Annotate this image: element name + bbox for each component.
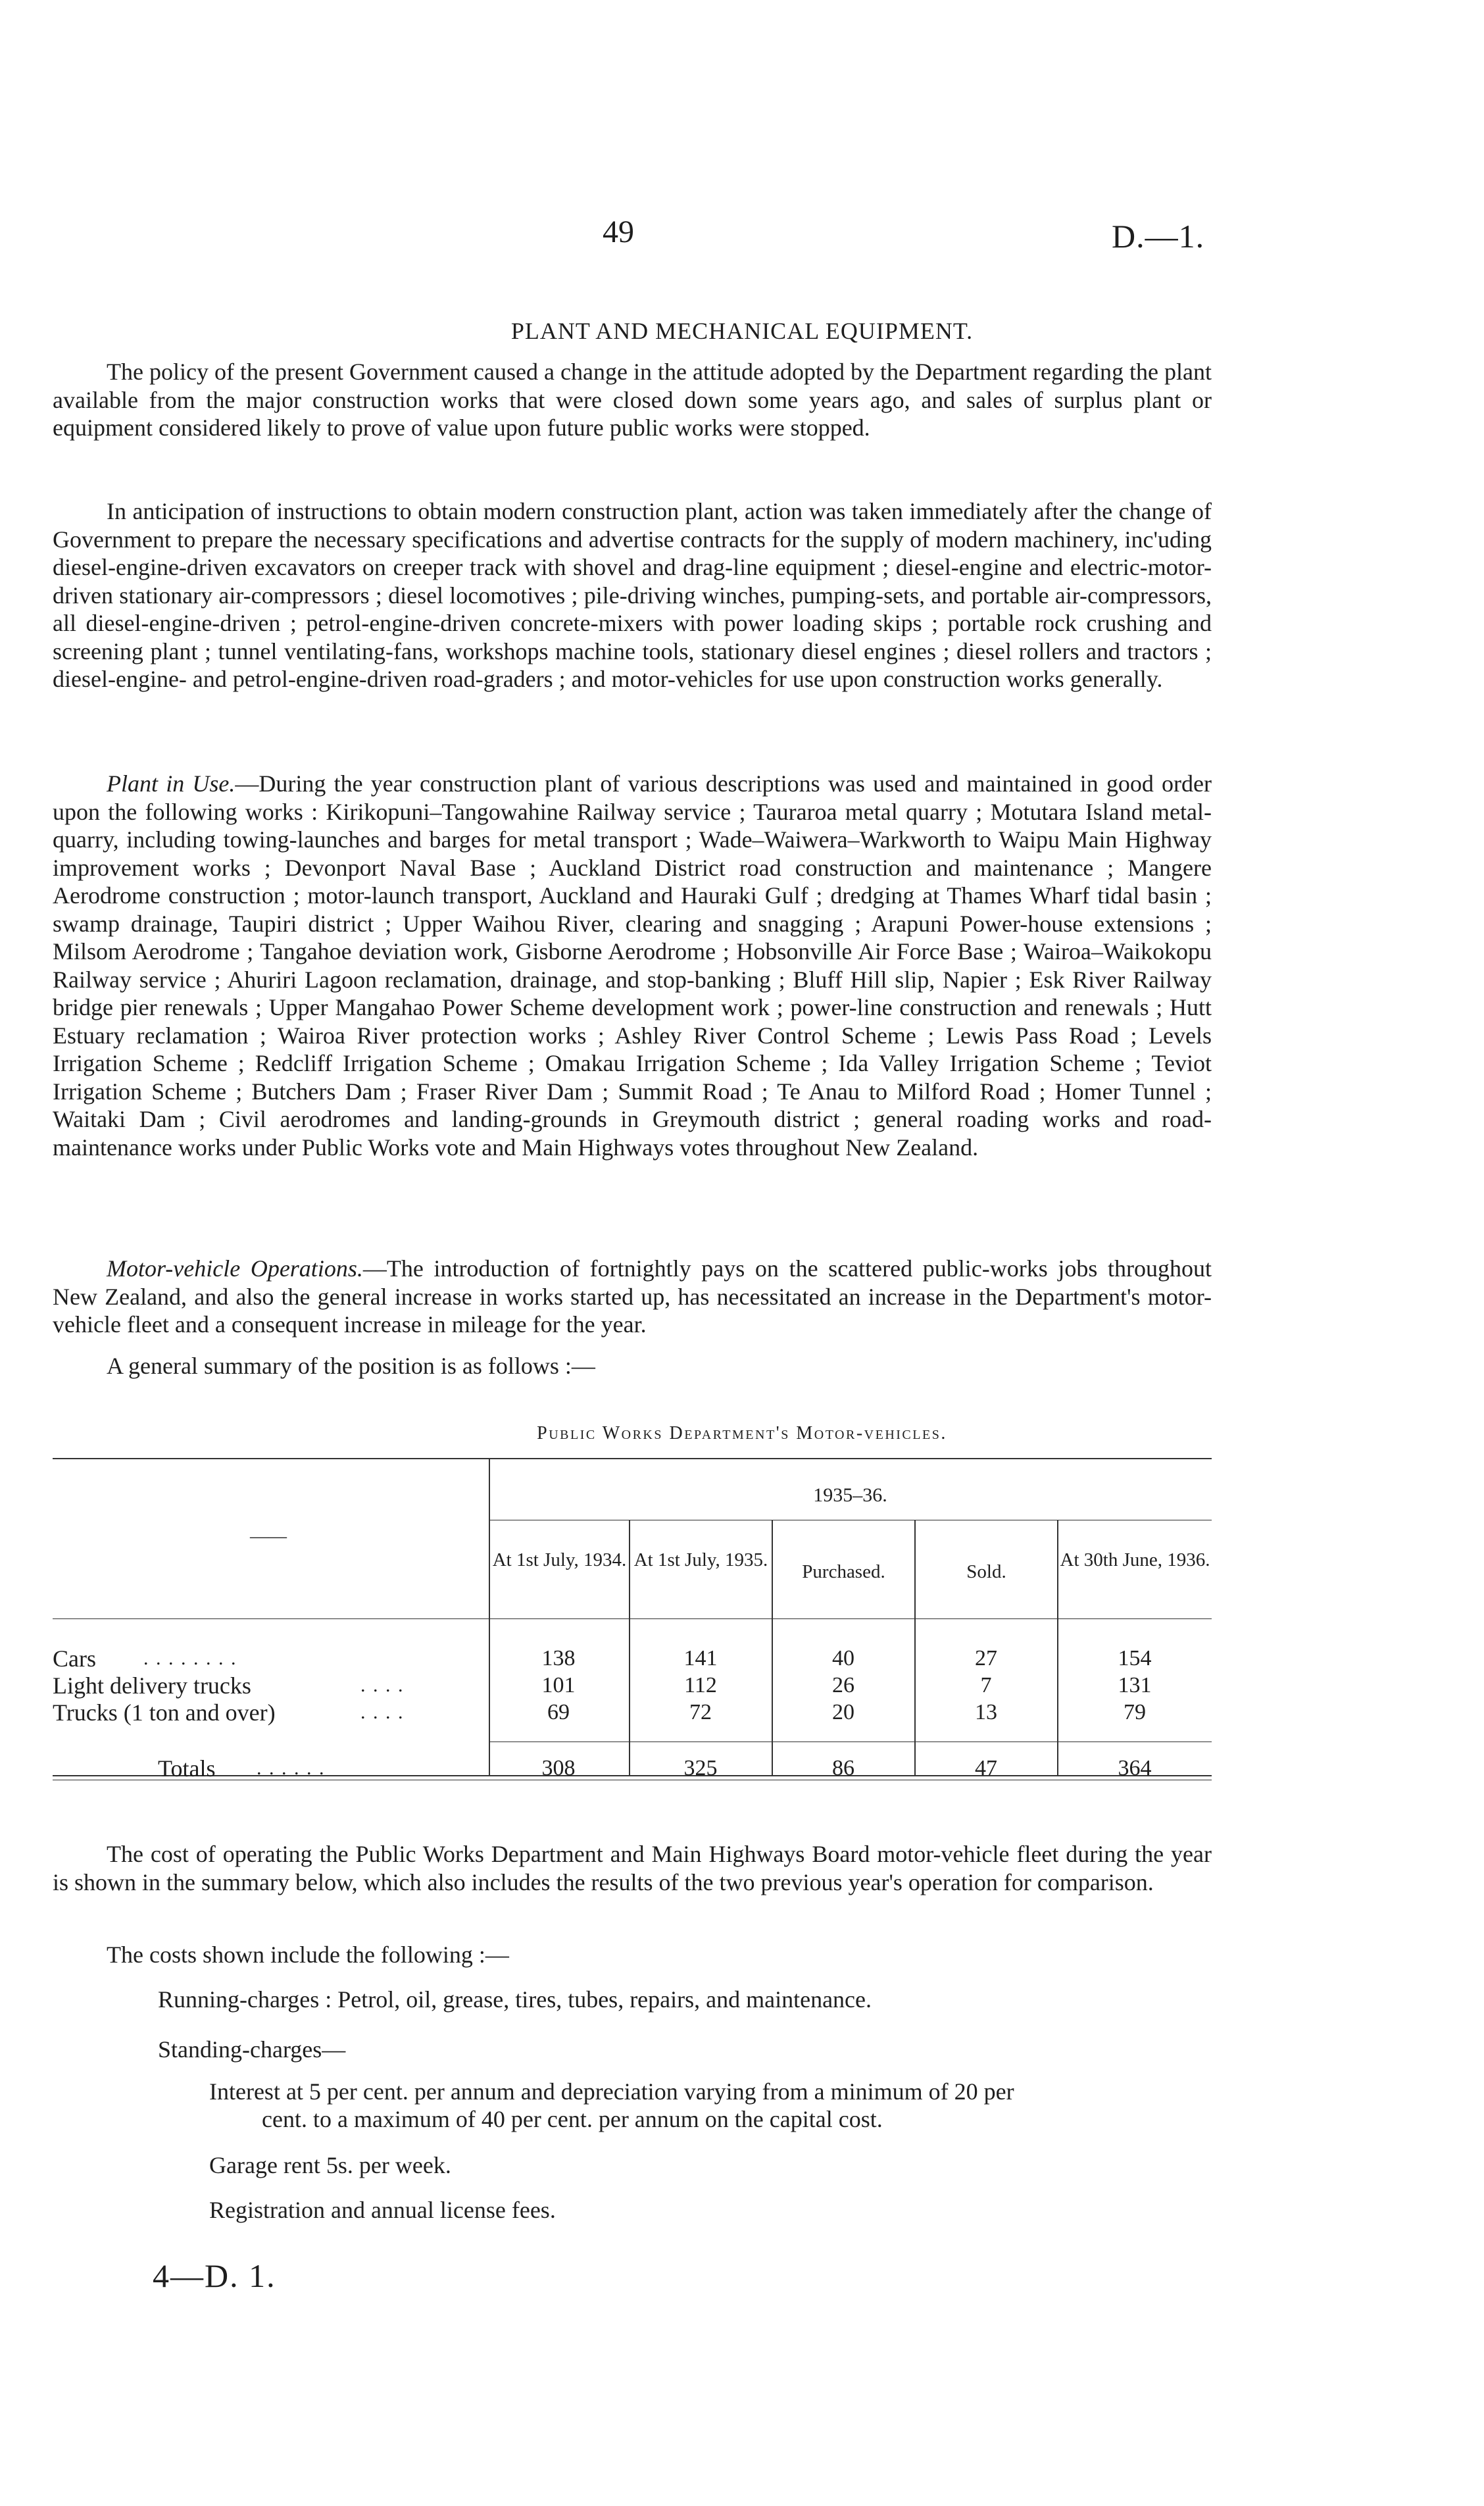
cell-totals-1936: 364	[1118, 1756, 1152, 1780]
row-label-trucks: Trucks (1 ton and over)	[53, 1699, 276, 1726]
cell-light-purchased: 26	[832, 1673, 854, 1697]
row-leader-trucks: . . . .	[360, 1701, 405, 1723]
standing-charges: Standing-charges—	[158, 2036, 346, 2063]
cell-trucks-sold: 13	[975, 1700, 997, 1724]
table-caption-text: Public Works Department's Motor-vehicles.	[537, 1423, 947, 1443]
column-header-1934: At 1st July, 1934.	[492, 1549, 627, 1570]
section-title: PLANT AND MECHANICAL EQUIPMENT.	[510, 318, 974, 344]
column-header-purchased: Purchased.	[802, 1561, 885, 1582]
row-label-totals: Totals	[158, 1755, 216, 1782]
paragraph-plant-in-use	[53, 770, 1212, 1161]
paragraph-anticipation-text: In anticipation of instructions to obtain modern construction plant, action was taken immediately after the change of Government to prepare the necessary specifications and advertise contracts for the supply of modern machinery, inc'uding diesel-engine-driven excavators on creeper track with shovel and drag-line equipment ; diesel-engine and electric-motor-driven stationary air-compressors ; diesel locomotives ; pile-driving winches, pumping-sets, and portable air-compressors, all diesel-engine-driven ; petrol-engine-driven concrete-mixers with power loading skips ; portable rock crushing and screening plant ; tunnel ventilating-fans, workshops machine tools, stationary diesel engines ; diesel rollers and tractors ; diesel-engine- and petrol-engine-driven road-graders ; and motor-vehicles for use upon construction works generally.	[53, 498, 1212, 692]
cell-light-sold: 7	[980, 1673, 992, 1697]
table-caption	[0, 1423, 1484, 1444]
column-header-sold: Sold.	[966, 1561, 1006, 1582]
cell-trucks-1936: 79	[1124, 1700, 1146, 1724]
column-header-1936: At 30th June, 1936.	[1060, 1549, 1210, 1570]
cell-cars-1936: 154	[1118, 1646, 1152, 1670]
summary-intro: A general summary of the position is as follows :—	[107, 1353, 595, 1379]
cell-trucks-1935: 72	[689, 1700, 712, 1724]
paragraph-operating-cost-text: The cost of operating the Public Works Department and Main Highways Board motor-vehicle fleet during the year is shown in the summary below, which also includes the results of the two previous year's operation for comparison.	[53, 1841, 1212, 1895]
cell-totals-sold: 47	[975, 1756, 997, 1780]
cell-cars-sold: 27	[975, 1646, 997, 1670]
cell-cars-1935: 141	[683, 1646, 718, 1670]
interest-line-1: Interest at 5 per cent. per annum and depreciation varying from a minimum of 20 per	[209, 2078, 1014, 2105]
paragraph-plant-in-use-text: —During the year construction plant of various descriptions was used and maintained in good order upon the following works : Kirikopuni–Tangowahine Railway service ; Tauraroa metal quarry ; Motutara Island metal-quarry, including towing-launches and barges for metal transport ; Wade–Waiwera–Warkworth to Waipu Main Highway improvement works ; Devonport Naval Base ; Auckland District road construction and maintenance ; Mangere Aerodrome construction ; motor-launch transport, Auckland and Hauraki Gulf ; dredging at Thames Wharf tidal basin ; swamp drainage, Taupiri district ; Upper Waihou River, clearing and snagging ; Arapuni Power-house extensions ; Milsom Aerodrome ; Tangahoe deviation work, Gisborne Aerodrome ; Hobsonville Air Force Base ; Wairoa–Waikokopu Railway service ; Ahuriri Lagoon reclamation, drainage, and stop-banking ; Bluff Hill slip, Napier ; Esk River Railway bridge pier renewals ; Upper Mangahao Power Scheme development work ; power-line construction and renewals ; Hutt Estuary reclamation ; Wairoa River protection works ; Ashley River Control Scheme ; Lewis Pass Road ; Levels Irrigation Scheme ; Redcliff Irrigation Scheme ; Omakau Irrigation Scheme ; Ida Valley Irrigation Scheme ; Teviot Irrigation Scheme ; Butchers Dam ; Fraser River Dam ; Summit Road ; Te Anau to Milford Road ; Homer Tunnel ; Waitaki Dam ; Civil aerodromes and landing-grounds in Greymouth district ; general roading works and road-maintenance works under Public Works vote and Main Highways votes throughout New Zealand.	[53, 770, 1212, 1161]
paragraph-policy-text: The policy of the present Government caused a change in the attitude adopted by the Department regarding the plant available from the major construction works that were closed down some years ago, and sales of surplus plant or equipment considered likely to prove of value upon future public works were stopped.	[53, 359, 1212, 441]
header-bottom-rule	[53, 1618, 1212, 1619]
row-label-cars: Cars	[53, 1645, 96, 1672]
interest-line-2: cent. to a maximum of 40 per cent. per annum on the capital cost.	[262, 2106, 883, 2132]
cell-trucks-purchased: 20	[832, 1700, 854, 1724]
cell-light-1935: 112	[684, 1673, 717, 1697]
row-leader-cars: . . . . . . . .	[143, 1647, 237, 1669]
motor-vehicle-operations-heading: Motor-vehicle Operations.	[107, 1255, 363, 1282]
cell-totals-1935: 325	[683, 1756, 718, 1780]
document-reference: D.—1.	[1112, 218, 1205, 255]
cell-trucks-1934: 69	[547, 1700, 570, 1724]
paragraph-anticipation	[53, 497, 1212, 693]
column-divider-4	[914, 1520, 916, 1775]
row-leader-light-delivery-trucks: . . . .	[360, 1674, 405, 1696]
cell-totals-1934: 308	[541, 1756, 576, 1780]
running-charges: Running-charges : Petrol, oil, grease, tires, tubes, repairs, and maintenance.	[158, 1986, 872, 2013]
column-header-1935: At 1st July, 1935.	[633, 1549, 768, 1570]
column-divider-1	[489, 1459, 490, 1775]
cell-light-1934: 101	[541, 1673, 576, 1697]
registration-fees: Registration and annual license fees.	[209, 2197, 556, 2223]
row-label-light-delivery-trucks: Light delivery trucks	[53, 1672, 251, 1699]
page-number: 49	[603, 214, 634, 249]
plant-in-use-heading: Plant in Use.	[107, 770, 235, 797]
table-bottom-rule	[53, 1775, 1212, 1776]
table-top-rule	[53, 1458, 1212, 1459]
cell-light-1936: 131	[1118, 1673, 1152, 1697]
group-header: 1935–36.	[813, 1484, 887, 1506]
garage-rent: Garage rent 5s. per week.	[209, 2152, 451, 2178]
paragraph-motor-vehicle-operations-text: —The introduction of fortnightly pays on the scattered public-works jobs throughout New Zealand, and also the general increase in works started up, has necessitated an increase in the Department's motor-vehicle fleet and a consequent increase in mileage for the year.	[53, 1255, 1212, 1338]
cell-totals-purchased: 86	[832, 1756, 854, 1780]
row-leader-totals: . . . . . .	[257, 1757, 326, 1779]
column-divider-3	[772, 1520, 773, 1775]
paragraph-policy	[53, 358, 1212, 442]
paragraph-operating-cost	[53, 1840, 1212, 1896]
signature-mark: 4—D. 1.	[153, 2257, 276, 2294]
stub-header-dash: ——	[250, 1526, 287, 1547]
costs-intro: The costs shown include the following :—	[107, 1942, 509, 1968]
paragraph-motor-vehicle-operations	[53, 1255, 1212, 1339]
cell-cars-1934: 138	[541, 1646, 576, 1670]
cell-cars-purchased: 40	[832, 1646, 854, 1670]
